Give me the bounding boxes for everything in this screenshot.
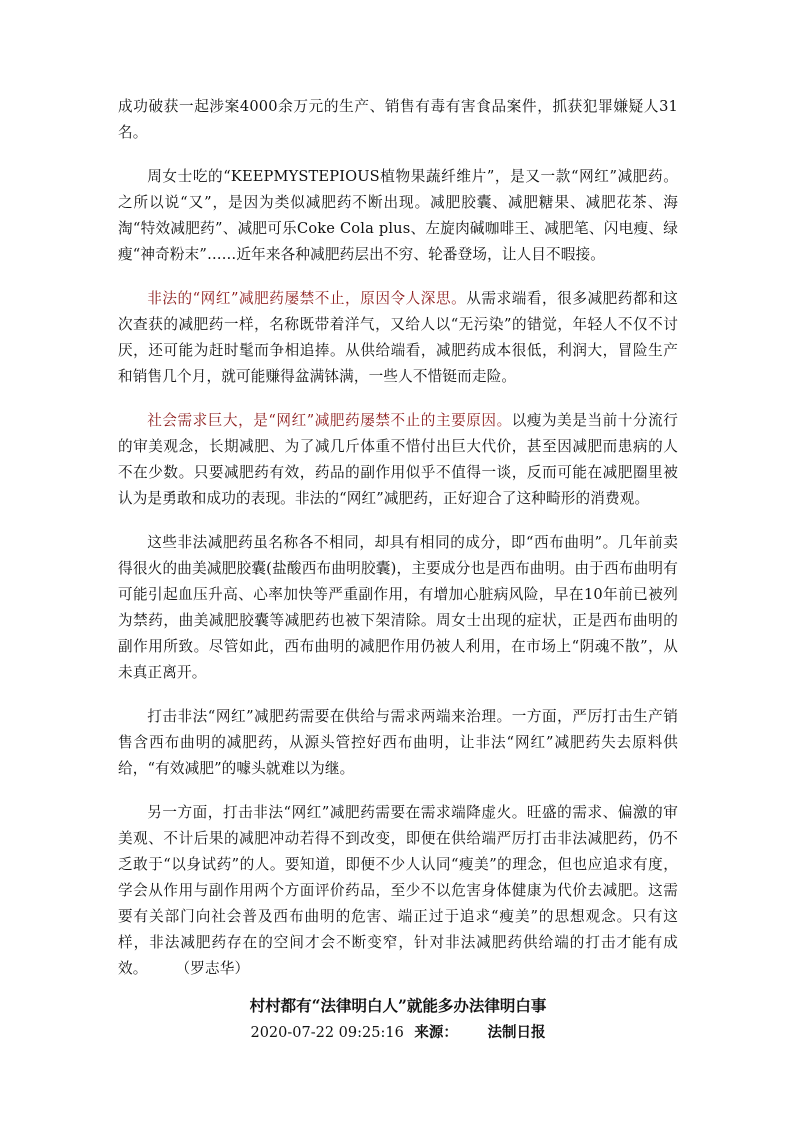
paragraph bbox=[118, 530, 678, 686]
paragraph-text: 打击非法“网红”减肥药需要在供给与需求两端来治理。一方面，严厉打击生产销售含西布曲明的减肥药，从源头管控好西布曲明，让非法“网红”减肥药失去原料供给，“有效减肥”的噱头就难以为继。 bbox=[118, 708, 678, 777]
paragraph-text: 从需求端看，很多减肥药都和这次查获的减肥药一样，名称既带着洋气，又给人以“无污染”的错觉，年轻人不仅不讨厌，还可能为赶时髦而争相追捧。从供给端看，减肥药成本很低，利润大，冒险生产和销售几个月，就可能赚得盆满钵满，一些人不惜铤而走险。 bbox=[118, 290, 678, 385]
source-name: 法制日报 bbox=[487, 1024, 546, 1041]
paragraph-text: 周女士吃的“KEEPMYSTEPIOUS植物果蔬纤维片”，是又一款“网红”减肥药。之所以说“又”，是因为类似减肥药不断出现。减肥胶囊、减肥糖果、减肥花茶、海淘“特效减肥药”、减肥可乐Coke Cola plus、左旋肉碱咖啡王、减肥笔、闪电瘦、绿瘦“神奇粉末”……近年来各种减肥药层出不穷、轮番登场，让人目不暇接。 bbox=[118, 168, 678, 263]
paragraph bbox=[118, 286, 678, 390]
next-article-title[interactable]: 村村都有“法律明白人”就能多办法律明白事 bbox=[249, 996, 547, 1015]
paragraph-text: 这些非法减肥药虽名称各不相同，却具有相同的成分，即“西布曲明”。几年前卖得很火的曲美减肥胶囊(盐酸西布曲明胶囊)，主要成分也是西布曲明。由于西布曲明有可能引起血压升高、心率加快等严重副作用，有增加心脏病风险，早在10年前已被列为禁药，曲美减肥胶囊等减肥药也被下架清除。周女士出现的症状，正是西布曲明的副作用所致。尽管如此，西布曲明的减肥作用仍被人利用，在市场上“阴魂不散”，从未真正离开。 bbox=[118, 534, 678, 681]
paragraph bbox=[118, 164, 678, 268]
paragraph bbox=[118, 408, 678, 512]
publish-datetime: 2020-07-22 09:25:16 bbox=[250, 1025, 404, 1041]
paragraph bbox=[118, 704, 678, 782]
highlighted-sentence: 非法的“网红”减肥药屡禁不止，原因令人深思。 bbox=[147, 290, 467, 307]
paragraph-text: 成功破获一起涉案4000余万元的生产、销售有毒有害食品案件，抓获犯罪嫌疑人31名。 bbox=[118, 98, 678, 141]
article-page bbox=[118, 94, 678, 1044]
paragraph-text: 另一方面，打击非法“网红”减肥药需要在需求端降虚火。旺盛的需求、偏激的审美观、不计后果的减肥冲动若得不到改变，即便在供给端严厉打击非法减肥药，仍不乏敢于“以身试药”的人。要知道，即便不少人认同“瘦美”的理念，但也应追求有度，学会从作用与副作用两个方面评价药品，至少不以危害身体健康为代价去减肥。这需要有关部门向社会普及西布曲明的危害、端正过于追求“瘦美”的思想观念。只有这样，非法减肥药存在的空间才会不断变窄，针对非法减肥药供给端的打击才能有成效。 bbox=[118, 804, 678, 977]
highlighted-sentence: 社会需求巨大，是“网红”减肥药屡禁不止的主要原因。 bbox=[147, 412, 512, 429]
paragraph-continued bbox=[118, 94, 678, 146]
paragraph bbox=[118, 800, 678, 982]
source-label: 来源： bbox=[414, 1024, 458, 1041]
author-byline: （罗志华） bbox=[175, 960, 250, 977]
article-meta bbox=[118, 1022, 678, 1044]
paragraph-text: 以瘦为美是当前十分流行的审美观念，长期减肥、为了减几斤体重不惜付出巨大代价，甚至因减肥而患病的人不在少数。只要减肥药有效，药品的副作用似乎不值得一谈，反而可能在减肥圈里被认为是勇敢和成功的表现。非法的“网红”减肥药，正好迎合了这种畸形的消费观。 bbox=[118, 412, 678, 507]
